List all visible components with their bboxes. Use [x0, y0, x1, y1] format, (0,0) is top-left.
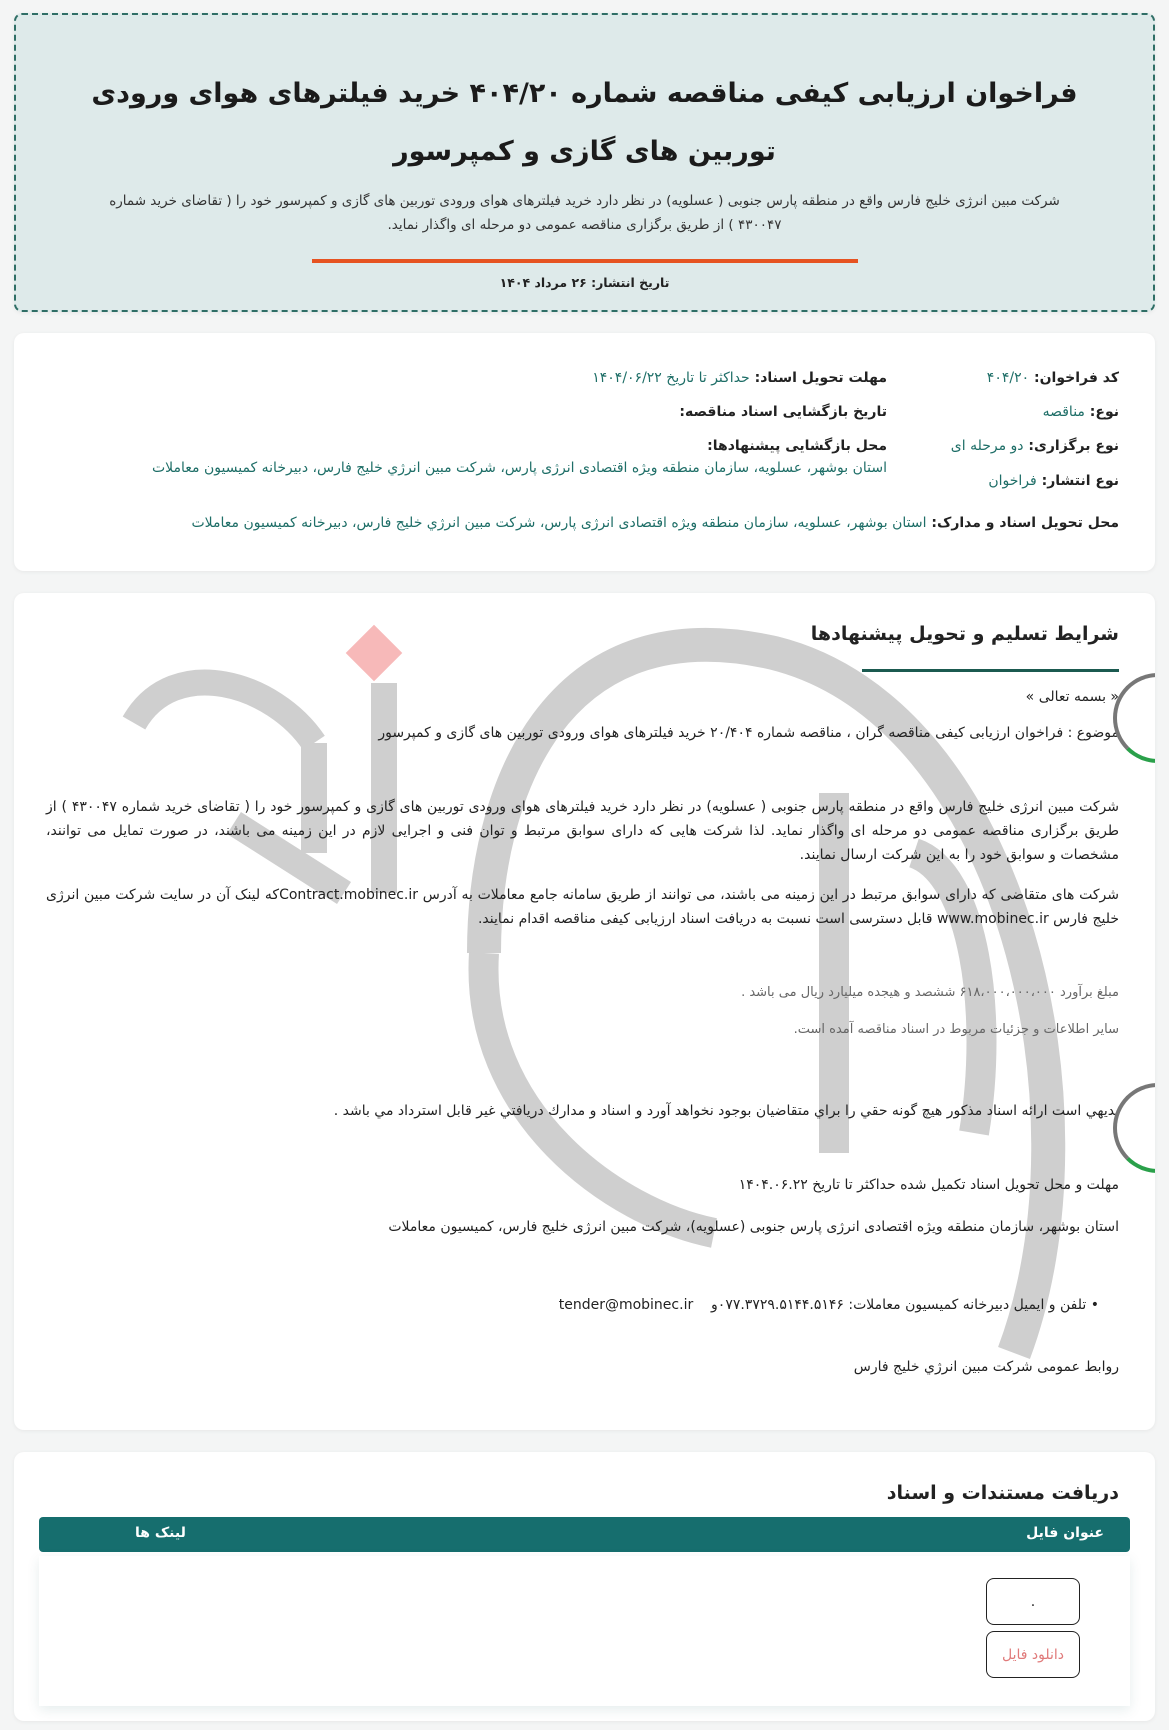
announcement-header — [14, 13, 1155, 312]
publish-type — [988, 473, 1119, 489]
column-links: لینک ها — [135, 1525, 186, 1541]
documents-table-header — [39, 1517, 1130, 1552]
tender-code — [987, 370, 1119, 386]
tender-type — [1043, 404, 1119, 420]
documents-card — [14, 1452, 1155, 1721]
paragraph-access: شرکت های متقاضی که دارای سوابق مرتبط در این زمینه می باشند، می توانند از طریق سامانه جامع معاملات به آدرس Contract.mobinec.irکه لینک آن در سایت شرکت مبین انرژی خلیج فارس www.mobinec.ir قابل دسترسی است نسبت به دریافت اسناد ارزیابی کیفی مناقصه اقدام نمایند. — [46, 887, 1120, 927]
tender-info-card — [14, 333, 1155, 571]
opening-date: تاریخ بازگشایی اسناد مناقصه: — [679, 404, 887, 420]
side-logo-icon — [1113, 673, 1155, 763]
contact-phone: تلفن و ایمیل دبیرخانه کمیسیون معاملات: ۰۷۷.۳۷۲۹.۵۱۴۴.۵۱۴۶و — [711, 1297, 1087, 1313]
label: محل تحویل اسناد و مدارک: — [931, 515, 1119, 531]
disclaimer: بديهي است ارائه اسناد مذكور هيچ گونه حقي را براي متقاضيان بوجود نخواهد آورد و اسناد و مدارك دريافتي غير قابل استرداد مي باشد . — [333, 1103, 1119, 1119]
announcement-summary: شرکت مبین انرژی خلیج فارس واقع در منطقه پارس جنوبی ( عسلویه) در نظر دارد خرید فیلترهای هوای ورودی توربین های گازی و کمپرسور خود را ( تقاضای خرید شماره ۴۳۰۰۴۷ ) از طریق برگزاری مناقصه عمومی دو مرحله ای واگذار نماید. — [109, 193, 1060, 233]
other-info: سایر اطلاعات و جزئیات مربوط در اسناد مناقصه آمده است. — [793, 1022, 1119, 1037]
deadline-line: مهلت و محل تحویل اسناد تکمیل شده حداکثر تا تاریخ ۱۴۰۴.۰۶.۲۲ — [738, 1177, 1119, 1193]
bismillah: « بسمه تعالی » — [1025, 689, 1119, 705]
value: دو مرحله ای — [950, 438, 1024, 454]
opening-place-label: محل بازگشایی پیشنهادها: — [707, 438, 887, 454]
value: حداکثر تا تاریخ ۱۴۰۴/۰۶/۲۲ — [592, 370, 750, 386]
download-file-button[interactable]: دانلود فایل — [986, 1631, 1080, 1678]
label: نوع انتشار: — [1041, 473, 1119, 489]
documents-title: دریافت مستندات و اسناد — [886, 1482, 1119, 1504]
value: استان بوشهر، عسلویه، سازمان منطقه ویژه اقتصادی انرژی پارس، شرکت مبین انرژي خلیج فارس، دبیرخانه کمیسیون معاملات — [191, 515, 927, 531]
side-logo-icon — [1113, 1083, 1155, 1173]
value: مناقصه — [1042, 404, 1085, 420]
publish-date: تاریخ انتشار: ۲۶ مرداد ۱۴۰۴ — [499, 275, 670, 290]
file-title-cell: . — [986, 1578, 1080, 1625]
value: ۴۰۴/۲۰ — [986, 370, 1030, 386]
divider — [312, 259, 858, 263]
signature: روابط عمومی شرکت مبین انرژي خلیج فارس — [853, 1359, 1119, 1375]
section-title: شرایط تسلیم و تحویل پیشنهادها — [810, 623, 1119, 645]
estimate-amount: مبلغ برآورد ۶۱۸،۰۰۰،۰۰۰،۰۰۰ ششصد و هیجده میلیارد ریال می باشد . — [741, 985, 1119, 1000]
documents-table-row — [39, 1556, 1130, 1706]
value: فراخوان — [988, 473, 1037, 489]
label: کد فراخوان: — [1034, 370, 1119, 386]
opening-place-value: استان بوشهر، عسلویه، سازمان منطقه ویژه اقتصادی انرژی پارس، شرکت مبین انرژي خلیج فارس، دبیرخانه کمیسیون معاملات — [151, 460, 887, 476]
subject: موضوع : فراخوان ارزیابی کیفی مناقصه گران ، مناقصه شماره ۲۰/۴۰۴ خرید فیلترهای هوای ورودی توربین های گازی و کمپرسور — [378, 725, 1119, 741]
delivery-address: استان بوشهر، سازمان منطقه ویژه اقتصادی انرژی پارس جنوبی (عسلویه)، شرکت مبین انرژی خلیج فارس، کمیسیون معاملات — [388, 1219, 1119, 1235]
title-underline — [862, 669, 1119, 672]
page-title: فراخوان ارزیابی کیفی مناقصه شماره ۴۰۴/۲۰ خرید فیلترهای هوای ورودی توربین های گازی و کمپرسور — [91, 78, 1078, 167]
contact-line: • تلفن و ایمیل دبیرخانه کمیسیون معاملات: ۰۷۷.۳۷۲۹.۵۱۴۴.۵۱۴۶و tender@mobinec.ir — [558, 1297, 1099, 1313]
label: نوع برگزاری: — [1028, 438, 1119, 454]
delivery-place — [192, 515, 1120, 531]
contact-email[interactable]: tender@mobinec.ir — [558, 1297, 694, 1313]
column-file-title: عنوان فایل — [1026, 1525, 1104, 1541]
conditions-card — [14, 593, 1155, 1430]
document-deadline — [592, 370, 887, 386]
label: نوع: — [1089, 404, 1119, 420]
holding-type — [951, 438, 1119, 454]
label: مهلت تحویل اسناد: — [754, 370, 887, 386]
paragraph-intro: شرکت مبین انرژی خلیج فارس واقع در منطقه پارس جنوبی ( عسلویه) در نظر دارد خرید فیلترهای هوای ورودی توربین های گازی و کمپرسور خود را ( تقاضای خرید شماره ۴۳۰۰۴۷ ) از طریق برگزاری مناقصه عمومی دو مرحله ای واگذار نماید. لذا شرکت هایی که دارای سوابق مرتبط و توان فنی و اجرایی لازم در این زمینه می باشند، در صورت تمایل می توانند، مشخصات و سوابق خود را به این شرکت ارسال نمایند. — [46, 799, 1120, 863]
